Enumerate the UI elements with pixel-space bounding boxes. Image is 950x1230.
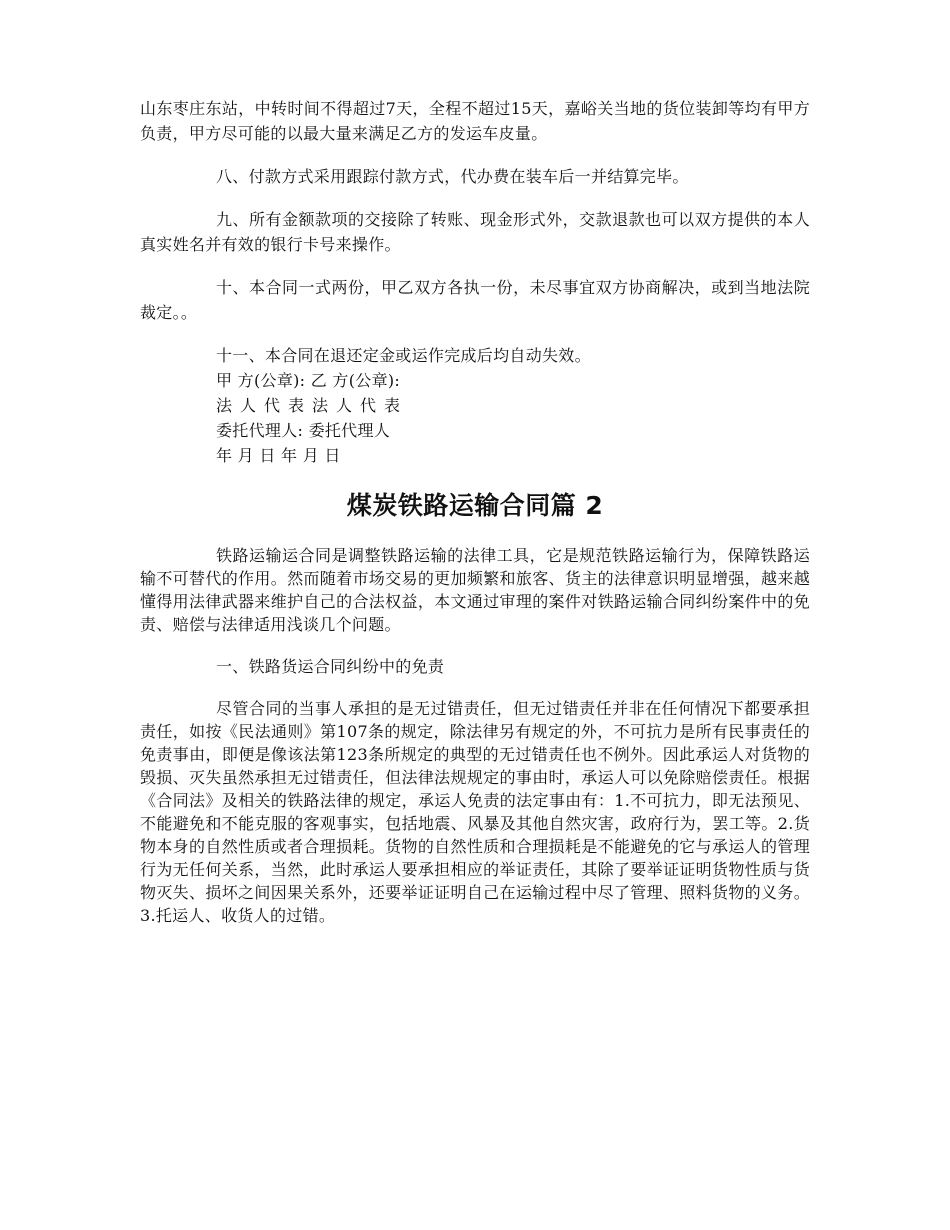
subheading-exemption: 一、铁路货运合同纠纷中的免责 [216,657,445,676]
paragraph-clause-9: 九、所有金额款项的交接除了转账、现金形式外，交款退款也可以双方提供的本人真实姓名并有效的银行卡号来操作。 [140,210,810,254]
paragraph-clause-11: 十一、本合同在退还定金或运作完成后均自动失效。 [216,346,591,365]
signature-parties: 甲 方(公章): 乙 方(公章): [216,371,401,390]
signature-agent: 委托代理人: 委托代理人 [216,421,391,440]
paragraph-exemption-body: 尽管合同的当事人承担的是无过错责任，但无过错责任并非在任何情况下都要承担责任，如按《民法通则》第107条的规定，除法律另有规定的外，不可抗力是所有民事责任的免责事由，即便是像该法第123条所规定的典型的无过错责任也不例外。因此承运人对货物的毁损、灭失虽然承担无过错责任，但法律法规规定的事由时，承运人可以免除赔偿责任。根据《合同法》及相关的铁路法律的规定，承运人免责的法定事由有：1.不可抗力，即无法预见、不能避免和不能克服的客观事实，包括地震、风暴及其他自然灾害，政府行为，罢工等。2.货物本身的自然性质或者合理损耗。货物的自然性质和合理损耗是不能避免的它与承运人的管理行为无任何关系，当然，此时承运人要承担相应的举证责任，其除了要举证证明货物性质与货物灭失、损坏之间因果关系外，还要举证证明自己在运输过程中尽了管理、照料货物的义务。3.托运人、收货人的过错。 [140,699,810,925]
section-title: 煤炭铁路运输合同篇 2 [346,491,604,520]
signature-legal-representative: 法人代表法人代表 [216,396,409,415]
signature-date: 年 月 日 年 月 日 [216,446,341,465]
paragraph-clause-8: 八、付款方式采用跟踪付款方式，代办费在装车后一并结算完毕。 [216,167,689,186]
paragraph-intro: 铁路运输运合同是调整铁路运输的法律工具，它是规范铁路运输行为，保障铁路运输不可替代的作用。然而随着市场交易的更加频繁和旅客、货主的法律意识明显增强，越来越懂得用法律武器来维护自己的合法权益，本文通过审理的案件对铁路运输合同纠纷案件中的免责、赔偿与法律适用浅谈几个问题。 [140,546,810,634]
paragraph-transit-terms: 山东枣庄东站，中转时间不得超过7天，全程不超过15天，嘉峪关当地的货位装卸等均有甲方负责，甲方尽可能的以最大量来满足乙方的发运车皮量。 [140,99,810,143]
paragraph-clause-10: 十、本合同一式两份，甲乙双方各执一份，未尽事宜双方协商解决，或到当地法院裁定。。 [140,278,810,322]
document-body [140,96,810,927]
